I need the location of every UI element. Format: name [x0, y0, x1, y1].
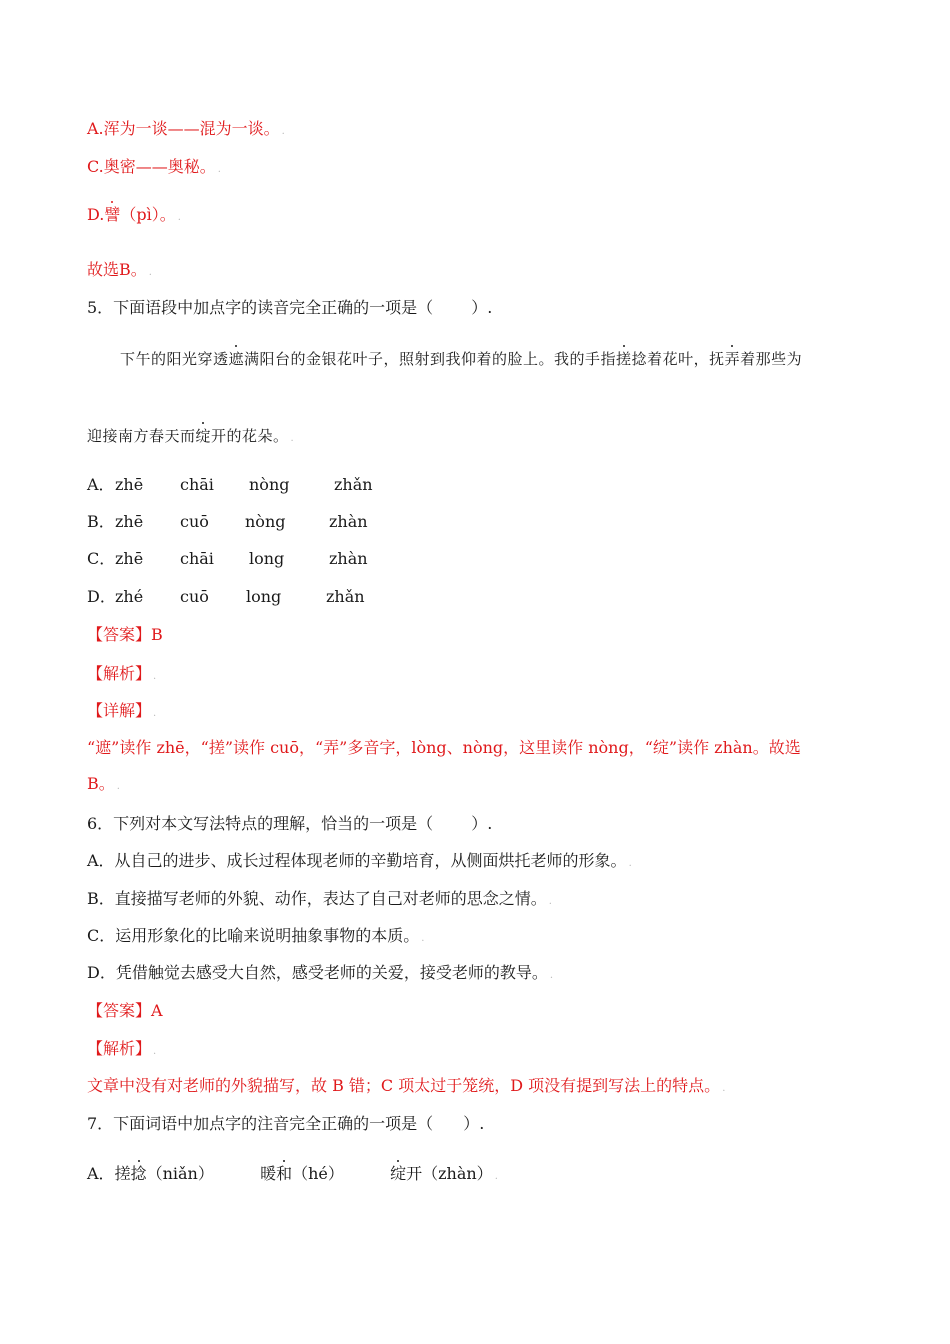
- q6-analysis-text: 文章中没有对老师的外貌描写，故 B 错；C 项太过于笼统，D 项没有提到写法上的特点。 .: [87, 1076, 726, 1095]
- q7-prompt: 7．下面词语中加点字的注音完全正确的一项是（ ）.: [87, 1114, 485, 1133]
- q5-analysis-label: 【解析】 .: [87, 664, 157, 683]
- q6-option-a: A．从自己的进步、成长过程体现老师的辛勤培育，从侧面烘托老师的形象。 .: [87, 851, 632, 870]
- q5-passage-line1: 下午的阳光穿透遮满阳台的金银花叶子，照射到我仰着的脸上。我的手指搓捻着花叶，抚弄着那些为: [120, 350, 803, 368]
- q5-answer: 【答案】B: [87, 625, 163, 644]
- q6-answer: 【答案】A: [87, 1001, 163, 1020]
- q6-option-b: B．直接描写老师的外貌、动作，表达了自己对老师的思念之情。 .: [87, 889, 552, 908]
- q5-detail-line1: “遮”读作 zhē，“搓”读作 cuō，“弄”多音字，lòng、nòng，这里读作 nòng，“绽”读作 zhàn。故选: [87, 738, 801, 757]
- q5-detail-line2: B。 .: [87, 774, 120, 793]
- dotted-char: 捻: [130, 1164, 147, 1183]
- q5-detail-label: 【详解】 .: [87, 701, 157, 720]
- prev-option-d: D.譬（pì）。 .: [87, 205, 181, 224]
- q6-option-d: D．凭借触觉去感受大自然，感受老师的关爱，接受老师的教导。 .: [87, 963, 554, 982]
- dotted-char: 弄: [724, 350, 741, 368]
- q7-option-a: A．搓捻（niǎn） 暖和（hé） 绽开（zhàn） .: [87, 1164, 498, 1183]
- dotted-char: 绽: [195, 427, 212, 445]
- q6-option-c: C．运用形象化的比喻来说明抽象事物的本质。 .: [87, 926, 425, 945]
- q5-passage-line2: 迎接南方春天而绽开的花朵。 .: [87, 427, 295, 445]
- q6-analysis-label: 【解析】 .: [87, 1039, 157, 1058]
- prev-conclusion: 故选B。 .: [87, 260, 152, 279]
- dotted-char: 譬: [104, 205, 121, 224]
- prev-option-a: A.浑为一谈——混为一谈。 .: [87, 119, 285, 138]
- prev-option-c: C.奥密——奥秘。 .: [87, 157, 221, 176]
- q5-prompt: 5．下面语段中加点字的读音完全正确的一项是（ ）.: [87, 298, 493, 317]
- q6-prompt: 6．下列对本文写法特点的理解，恰当的一项是（ ）.: [87, 814, 493, 833]
- dotted-char: 遮: [228, 350, 245, 368]
- dotted-char: 和: [276, 1164, 293, 1183]
- dotted-char: 绽: [390, 1164, 407, 1183]
- dotted-char: 搓: [616, 350, 632, 368]
